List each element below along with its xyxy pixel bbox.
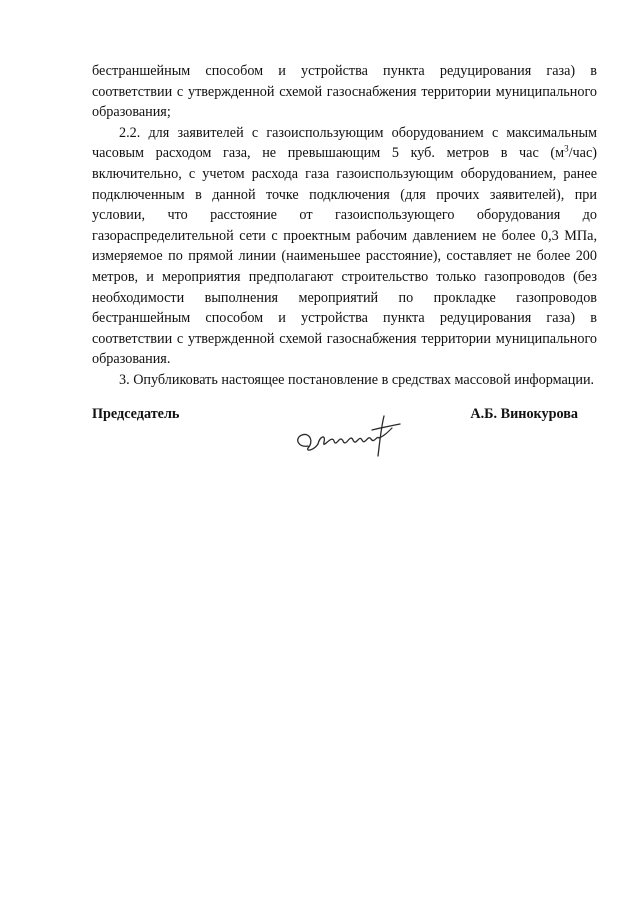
paragraph-2-2-text-start: 2.2. для заявителей с газоиспользующим оборудованием с максимальным часовым расходом газа, не превышающим 5 куб. метров в час (м xyxy=(92,124,597,162)
paragraph-2-2-text-end: /час) включительно, с учетом расхода газа газоиспользующим оборудованием, ранее подключенным в данной точке подключения (для прочих заявителей), при условии, что расстояние от газоиспользующего оборудования до газораспределительной сети с проектным рабочим давлением не более 0,3 МПа, измеряемое по прямой линии (наименьшее расстояние), составляет не более 200 метров, и мероприятия предполагают строительство только газопроводов (без необходимости выполнения мероприятий по прокладке газопроводов бестраншейным способом и устройства пункта редуцирования газа) в соответствии с утвержденной схемой газоснабжения территории муниципального образования. xyxy=(92,145,597,368)
signatory-title: Председатель xyxy=(92,406,180,422)
paragraph-continuation: бестраншейным способом и устройства пункта редуцирования газа) в соответствии с утвержденной схемой газоснабжения территории муниципального образования; xyxy=(92,63,597,121)
signature-block xyxy=(92,406,578,466)
document-body xyxy=(92,61,597,391)
handwritten-signature xyxy=(288,408,413,464)
superscript-3: 3 xyxy=(564,143,569,154)
paragraph-3: 3. Опубликовать настоящее постановление в средствах массовой информации. xyxy=(119,371,595,388)
paragraph-2-2 xyxy=(92,123,597,370)
signatory-name: А.Б. Винокурова xyxy=(470,406,578,422)
